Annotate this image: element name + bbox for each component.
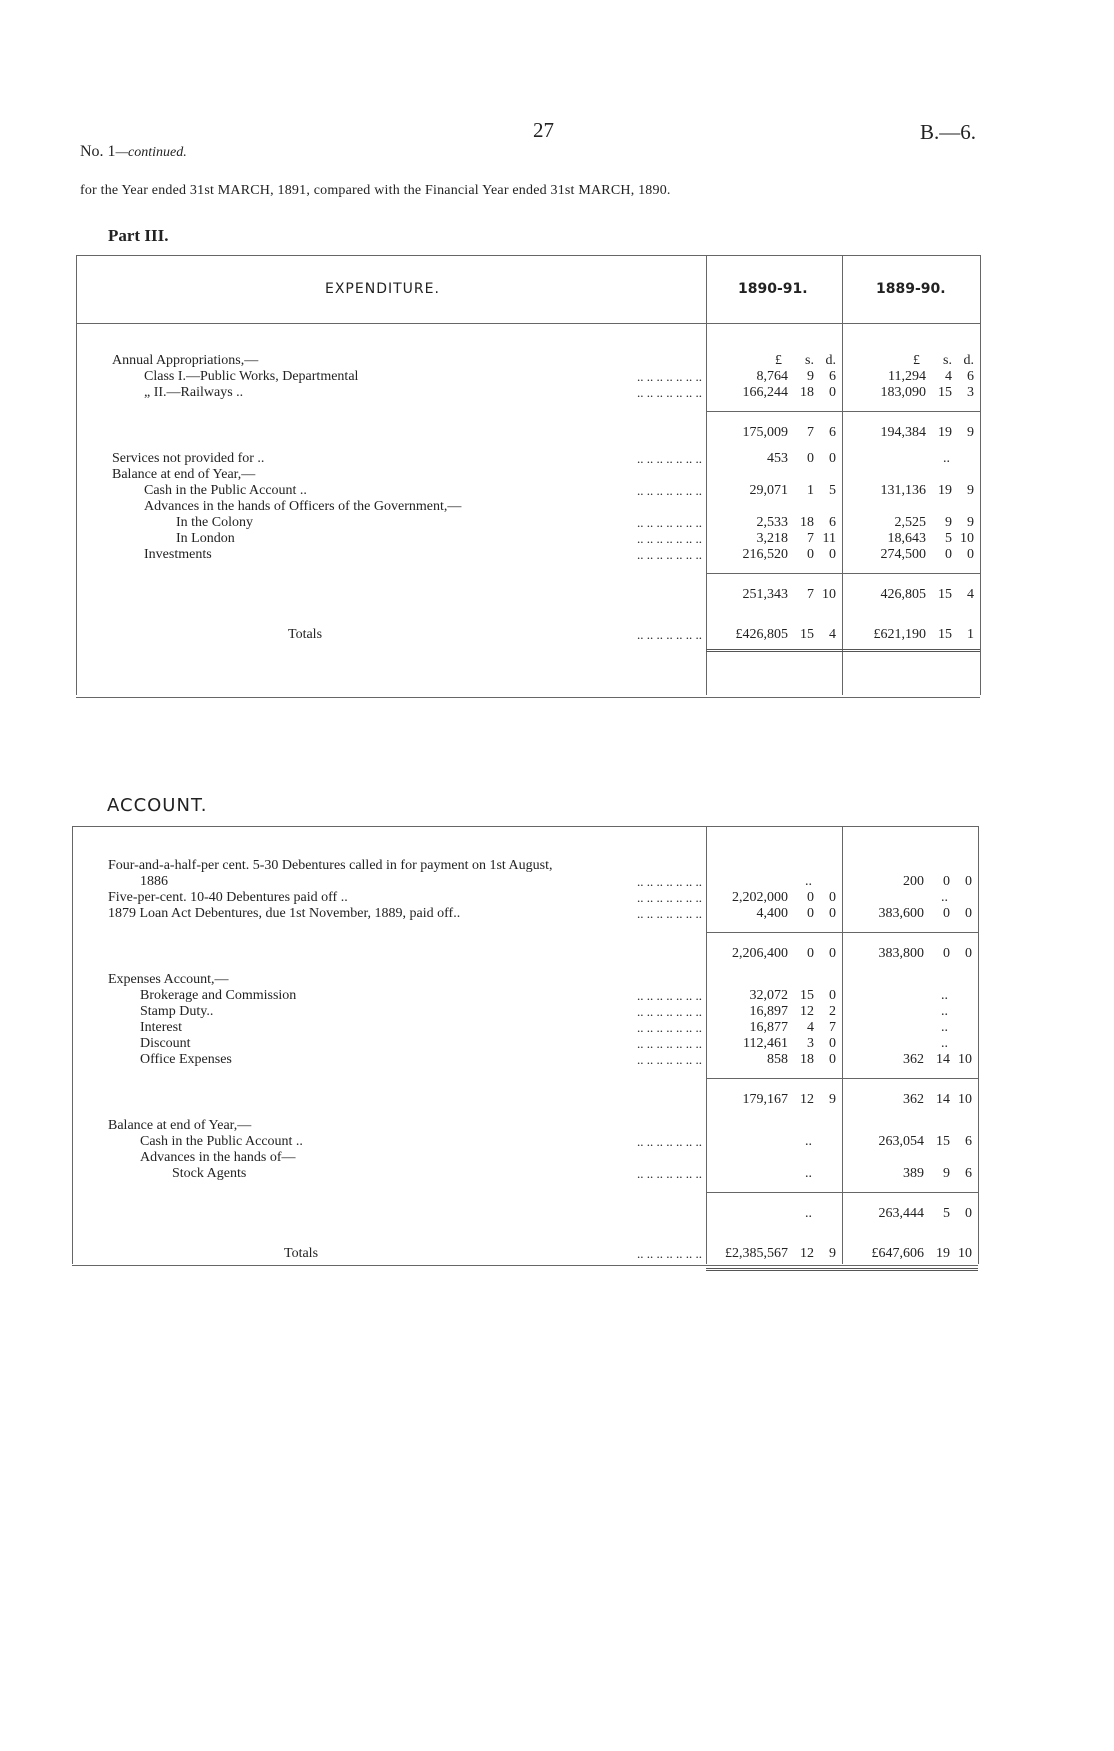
shillings-value: 15 — [936, 1134, 950, 1149]
pounds-value: 426,805 — [880, 587, 926, 602]
total-rule — [842, 1268, 978, 1271]
pence-value: 10 — [958, 1052, 972, 1067]
amount-cell — [702, 369, 836, 385]
pence-value: 4 — [967, 587, 974, 602]
pence-value: 9 — [967, 515, 974, 530]
leader-dots: .. .. .. .. .. .. .. — [637, 1134, 702, 1149]
leader-dots: .. .. .. .. .. .. .. — [637, 1020, 702, 1035]
leader-dots: .. .. .. .. .. .. .. — [637, 890, 702, 905]
statement-subtitle: for the Year ended 31st MARCH, 1891, compared with the Financial Year ended 31st MARCH, 1890. — [80, 183, 671, 198]
amount-cell — [702, 988, 836, 1004]
amount-cell — [702, 587, 836, 603]
row-label: 1886 — [140, 874, 168, 889]
pence-value: 9 — [829, 1246, 836, 1261]
amount-placeholder: .. — [941, 890, 948, 905]
pence-value: 0 — [829, 1052, 836, 1067]
pence-value: 5 — [829, 483, 836, 498]
row-label: Cash in the Public Account .. — [144, 483, 307, 498]
shillings-value: 15 — [800, 627, 814, 642]
total-rule — [842, 649, 980, 652]
pence-value: 0 — [829, 451, 836, 466]
amount-cell — [840, 369, 974, 385]
shillings-value: 0 — [945, 547, 952, 562]
pounds-value: 11,294 — [888, 369, 926, 384]
subtotal-rule — [706, 1192, 842, 1193]
pence-value: 6 — [965, 1134, 972, 1149]
pounds-value: 2,525 — [894, 515, 926, 530]
amount-cell — [702, 451, 836, 467]
pounds-value: £426,805 — [735, 627, 788, 642]
pence-value: 10 — [822, 587, 836, 602]
leader-dots: .. .. .. .. .. .. .. — [637, 1166, 702, 1181]
pounds-value: 29,071 — [749, 483, 788, 498]
shillings-value: 12 — [800, 1092, 814, 1107]
pounds-value: 263,054 — [878, 1134, 924, 1149]
amount-cell — [702, 515, 836, 531]
shillings-value: 4 — [807, 1020, 814, 1035]
amount-cell — [702, 547, 836, 563]
subtotal-rule — [842, 1192, 978, 1193]
shillings-abbrev: s. — [805, 353, 814, 368]
amount-cell — [838, 1246, 972, 1262]
row-label: Advances in the hands of Officers of the Government,— — [144, 499, 462, 514]
shillings-value: 5 — [943, 1206, 950, 1221]
amount-cell — [840, 587, 974, 603]
pounds-value: 362 — [903, 1052, 924, 1067]
shillings-value: 9 — [943, 1166, 950, 1181]
pounds-value: 16,897 — [749, 1004, 788, 1019]
amount-placeholder: .. — [941, 1020, 948, 1035]
shillings-value: 0 — [807, 890, 814, 905]
pounds-value: £647,606 — [871, 1246, 924, 1261]
row-label: Annual Appropriations,— — [112, 353, 259, 368]
pounds-value: 389 — [903, 1166, 924, 1181]
pounds-value: 2,533 — [756, 515, 788, 530]
part-label: Part III. — [108, 226, 169, 245]
shillings-value: 0 — [943, 906, 950, 921]
pence-value: 0 — [967, 547, 974, 562]
pounds-value: 362 — [903, 1092, 924, 1107]
amount-cell — [702, 1092, 836, 1108]
shillings-value: 7 — [807, 531, 814, 546]
amount-placeholder: .. — [805, 874, 812, 889]
shillings-value: 15 — [938, 587, 952, 602]
row-label: Totals — [284, 1246, 319, 1261]
pounds-value: 166,244 — [742, 385, 788, 400]
pounds-value: 183,090 — [880, 385, 926, 400]
amount-placeholder: .. — [805, 1134, 812, 1149]
shillings-value: 19 — [938, 425, 952, 440]
pence-value: 10 — [960, 531, 974, 546]
amount-cell — [838, 874, 972, 890]
pence-value: 0 — [829, 906, 836, 921]
leader-dots: .. .. .. .. .. .. .. — [637, 531, 702, 546]
shillings-value: 15 — [938, 385, 952, 400]
subtotal-rule — [706, 411, 842, 412]
pence-value: 6 — [829, 425, 836, 440]
shillings-value: 7 — [807, 587, 814, 602]
amount-cell — [702, 946, 836, 962]
subtotal-rule — [706, 573, 842, 574]
leader-dots: .. .. .. .. .. .. .. — [637, 515, 702, 530]
shillings-value: 14 — [936, 1092, 950, 1107]
shillings-value: 0 — [807, 547, 814, 562]
row-label: „ II.—Railways .. — [144, 385, 244, 400]
pence-value: 0 — [829, 385, 836, 400]
subtotal-rule — [842, 1078, 978, 1079]
subtotal-rule — [842, 573, 980, 574]
pence-abbrev: d. — [825, 353, 836, 368]
amount-placeholder: .. — [805, 1206, 812, 1221]
row-label: Balance at end of Year,— — [108, 1118, 252, 1133]
row-label: Class I.—Public Works, Departmental — [144, 369, 359, 384]
row-label: 1879 Loan Act Debentures, due 1st November, 1889, paid off.. — [108, 906, 461, 921]
row-label: Interest — [140, 1020, 182, 1035]
pence-value: 6 — [829, 369, 836, 384]
leader-dots: .. .. .. .. .. .. .. — [637, 451, 702, 466]
account-title: ACCOUNT. — [107, 795, 208, 816]
pounds-value: 2,202,000 — [732, 890, 788, 905]
shillings-value: 0 — [943, 946, 950, 961]
shillings-value: 7 — [807, 425, 814, 440]
amount-cell — [702, 385, 836, 401]
expenditure-column-header: EXPENDITURE. — [325, 281, 440, 297]
pence-value: 10 — [958, 1092, 972, 1107]
leader-dots: .. .. .. .. .. .. .. — [637, 385, 702, 400]
leader-dots: .. .. .. .. .. .. .. — [637, 1036, 702, 1051]
shillings-value: 0 — [807, 451, 814, 466]
row-label: Four-and-a-half-per cent. 5-30 Debentures called in for payment on 1st August, — [108, 858, 553, 873]
shillings-value: 9 — [807, 369, 814, 384]
pound-sign: £ — [775, 353, 782, 368]
pounds-value: 383,600 — [878, 906, 924, 921]
subtotal-rule — [842, 932, 978, 933]
pounds-value: 179,167 — [742, 1092, 788, 1107]
leader-dots: .. .. .. .. .. .. .. — [637, 906, 702, 921]
shillings-value: 12 — [800, 1004, 814, 1019]
amount-cell — [840, 483, 974, 499]
currency-header — [702, 353, 836, 369]
amount-placeholder: .. — [805, 1166, 812, 1181]
subtotal-rule — [706, 1078, 842, 1079]
pence-value: 11 — [822, 531, 836, 546]
pence-value: 7 — [829, 1020, 836, 1035]
pounds-value: £621,190 — [873, 627, 926, 642]
shillings-value: 15 — [800, 988, 814, 1003]
amount-cell — [838, 1092, 972, 1108]
row-label: Expenses Account,— — [108, 972, 229, 987]
pence-value: 9 — [967, 483, 974, 498]
pence-value: 0 — [829, 890, 836, 905]
pounds-value: 383,800 — [878, 946, 924, 961]
continued-prefix: No. 1 — [80, 143, 116, 160]
shillings-value: 12 — [800, 1246, 814, 1261]
pounds-value: 175,009 — [742, 425, 788, 440]
total-rule — [706, 649, 842, 652]
pounds-value: 8,764 — [756, 369, 788, 384]
amount-cell — [702, 1020, 836, 1036]
leader-dots: .. .. .. .. .. .. .. — [637, 1052, 702, 1067]
amount-cell — [702, 1004, 836, 1020]
row-label: Services not provided for .. — [112, 451, 265, 466]
amount-cell — [840, 515, 974, 531]
pounds-value: 263,444 — [878, 1206, 924, 1221]
subtotal-rule — [706, 932, 842, 933]
pence-value: 10 — [958, 1246, 972, 1261]
pence-value: 4 — [829, 627, 836, 642]
row-label: Stock Agents — [172, 1166, 247, 1181]
amount-cell — [702, 627, 836, 643]
amount-cell — [838, 1052, 972, 1068]
pence-value: 0 — [965, 946, 972, 961]
shillings-value: 19 — [936, 1246, 950, 1261]
pounds-value: 216,520 — [742, 547, 788, 562]
row-label: Discount — [140, 1036, 191, 1051]
pence-value: 0 — [965, 1206, 972, 1221]
amount-placeholder: .. — [941, 1004, 948, 1019]
pounds-value: 112,461 — [743, 1036, 788, 1051]
shillings-value: 5 — [945, 531, 952, 546]
pence-value: 2 — [829, 1004, 836, 1019]
shillings-value: 3 — [807, 1036, 814, 1051]
subtotal-rule — [842, 411, 980, 412]
leader-dots: .. .. .. .. .. .. .. — [637, 483, 702, 498]
pound-sign: £ — [913, 353, 920, 368]
pounds-value: 4,400 — [756, 906, 788, 921]
leader-dots: .. .. .. .. .. .. .. — [637, 547, 702, 562]
shillings-value: 9 — [945, 515, 952, 530]
pounds-value: 194,384 — [880, 425, 926, 440]
pence-value: 6 — [829, 515, 836, 530]
pounds-value: 18,643 — [887, 531, 926, 546]
amount-cell — [838, 946, 972, 962]
row-label: Stamp Duty.. — [140, 1004, 214, 1019]
total-rule — [706, 1268, 842, 1271]
row-label: Cash in the Public Account .. — [140, 1134, 303, 1149]
leader-dots: .. .. .. .. .. .. .. — [637, 988, 702, 1003]
amount-cell — [840, 627, 974, 643]
amount-cell — [840, 531, 974, 547]
amount-cell — [702, 906, 836, 922]
row-label: Investments — [144, 547, 212, 562]
currency-header — [840, 353, 974, 369]
continued-suffix: —continued. — [115, 145, 187, 160]
pence-value: 0 — [829, 547, 836, 562]
shillings-value: 0 — [943, 874, 950, 889]
pounds-value: 453 — [767, 451, 788, 466]
pounds-value: £2,385,567 — [725, 1246, 788, 1261]
pence-value: 9 — [967, 425, 974, 440]
pence-value: 6 — [967, 369, 974, 384]
shillings-value: 14 — [936, 1052, 950, 1067]
pence-value: 0 — [829, 988, 836, 1003]
row-label: In London — [176, 531, 235, 546]
shillings-value: 19 — [938, 483, 952, 498]
pounds-value: 3,218 — [756, 531, 788, 546]
year-1890-91-header: 1890-91. — [738, 281, 808, 297]
leader-dots: .. .. .. .. .. .. .. — [637, 369, 702, 384]
amount-cell — [702, 483, 836, 499]
pounds-value: 16,877 — [749, 1020, 788, 1035]
shillings-value: 18 — [800, 1052, 814, 1067]
shillings-abbrev: s. — [943, 353, 952, 368]
pounds-value: 32,072 — [749, 988, 788, 1003]
amount-cell — [702, 425, 836, 441]
row-label: Balance at end of Year,— — [112, 467, 256, 482]
row-label: Advances in the hands of— — [140, 1150, 296, 1165]
amount-cell — [840, 547, 974, 563]
shillings-value: 1 — [807, 483, 814, 498]
row-label: Totals — [288, 627, 323, 642]
pence-value: 9 — [829, 1092, 836, 1107]
pence-value: 1 — [967, 627, 974, 642]
amount-cell — [702, 531, 836, 547]
shillings-value: 18 — [800, 515, 814, 530]
amount-cell — [838, 1166, 972, 1182]
amount-cell — [838, 1134, 972, 1150]
leader-dots: .. .. .. .. .. .. .. — [637, 874, 702, 889]
shillings-value: 18 — [800, 385, 814, 400]
amount-placeholder: .. — [943, 451, 950, 466]
pounds-value: 274,500 — [880, 547, 926, 562]
pence-abbrev: d. — [963, 353, 974, 368]
pence-value: 0 — [829, 946, 836, 961]
row-label: Brokerage and Commission — [140, 988, 297, 1003]
leader-dots: .. .. .. .. .. .. .. — [637, 1004, 702, 1019]
shillings-value: 0 — [807, 946, 814, 961]
shillings-value: 15 — [938, 627, 952, 642]
amount-placeholder: .. — [941, 988, 948, 1003]
amount-cell — [838, 1206, 972, 1222]
leader-dots: .. .. .. .. .. .. .. — [637, 1246, 702, 1261]
leader-dots: .. .. .. .. .. .. .. — [637, 627, 702, 642]
amount-placeholder: .. — [941, 1036, 948, 1051]
pence-value: 0 — [829, 1036, 836, 1051]
shillings-value: 4 — [945, 369, 952, 384]
pence-value: 6 — [965, 1166, 972, 1181]
document-code: B.—6. — [920, 120, 977, 144]
pence-value: 3 — [967, 385, 974, 400]
pounds-value: 200 — [903, 874, 924, 889]
pounds-value: 2,206,400 — [732, 946, 788, 961]
year-1889-90-header: 1889-90. — [876, 281, 946, 297]
row-label: In the Colony — [176, 515, 253, 530]
amount-cell — [838, 906, 972, 922]
amount-cell — [702, 890, 836, 906]
pounds-value: 251,343 — [742, 587, 788, 602]
row-label: Office Expenses — [140, 1052, 232, 1067]
shillings-value: 0 — [807, 906, 814, 921]
amount-cell — [702, 1036, 836, 1052]
pounds-value: 858 — [767, 1052, 788, 1067]
row-label: Five-per-cent. 10-40 Debentures paid off .. — [108, 890, 348, 905]
pence-value: 0 — [965, 874, 972, 889]
continued-heading — [80, 143, 187, 161]
pence-value: 0 — [965, 906, 972, 921]
pounds-value: 131,136 — [880, 483, 926, 498]
amount-cell — [840, 385, 974, 401]
amount-cell — [840, 425, 974, 441]
amount-cell — [702, 1052, 836, 1068]
amount-cell — [702, 1246, 836, 1262]
page-number: 27 — [533, 118, 554, 142]
